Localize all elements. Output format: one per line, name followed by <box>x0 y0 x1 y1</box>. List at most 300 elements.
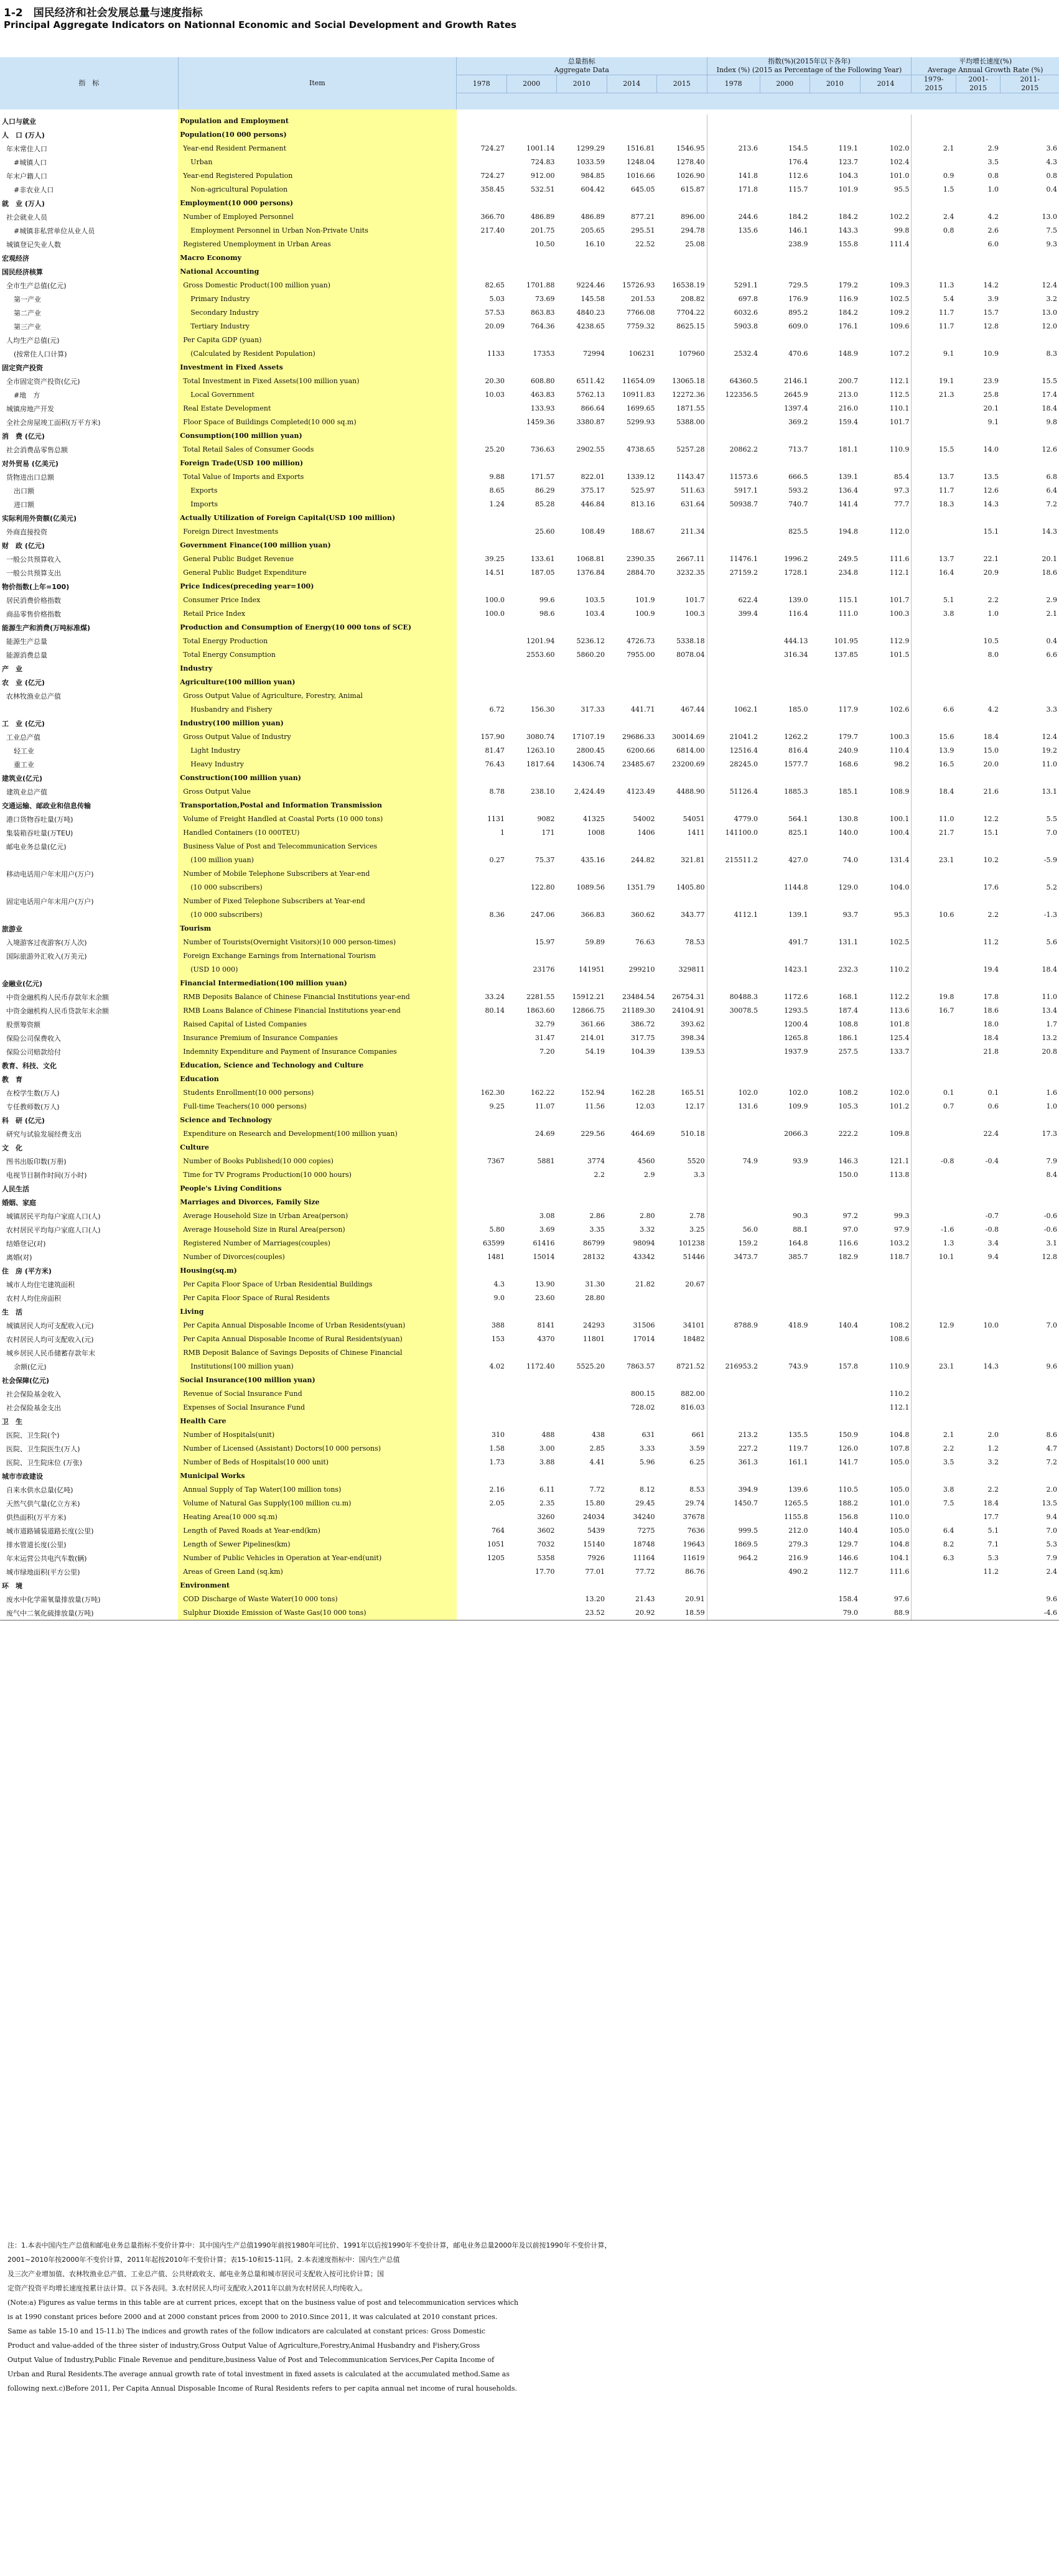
value-cell: 156.8 <box>810 1510 861 1524</box>
value-cell <box>657 251 707 265</box>
indicator-zh: 第一产业 <box>0 292 178 306</box>
value-cell: 6.25 <box>657 1456 707 1469</box>
value-cell <box>956 799 1001 812</box>
table-row <box>0 429 1059 443</box>
value-cell: 11.0 <box>1001 758 1059 771</box>
value-cell: 13.90 <box>506 1278 557 1291</box>
value-cell: 435.16 <box>557 853 607 867</box>
value-cell: 10.0 <box>956 1319 1001 1332</box>
item-en: Number of Mobile Telephone Subscribers at Year-end <box>178 867 456 881</box>
value-cell: 13.7 <box>912 552 956 566</box>
value-cell <box>506 1059 557 1072</box>
value-cell <box>810 1196 861 1209</box>
header-rate-zh: 平均增长速度(%) <box>959 57 1012 65</box>
value-cell: 5.6 <box>1001 936 1059 949</box>
value-cell: 86.29 <box>506 484 557 498</box>
value-cell <box>912 457 956 470</box>
value-cell: 61416 <box>506 1237 557 1250</box>
value-cell: 3.8 <box>912 1483 956 1497</box>
value-cell: 216.9 <box>760 1551 810 1565</box>
value-cell <box>457 525 507 539</box>
header-spacer <box>457 93 1059 109</box>
value-cell <box>607 1305 657 1319</box>
value-cell <box>707 197 760 210</box>
value-cell: 141.8 <box>707 169 760 183</box>
item-en: Annual Supply of Tap Water(100 million tons) <box>178 1483 456 1497</box>
value-cell <box>860 511 912 525</box>
value-cell <box>912 1593 956 1606</box>
value-cell <box>607 197 657 210</box>
indicator-zh: 国际旅游外汇收入(万美元) <box>0 949 178 963</box>
value-cell: 93.9 <box>760 1155 810 1168</box>
value-cell <box>956 114 1001 128</box>
value-cell: 5762.13 <box>557 388 607 402</box>
value-cell: 4488.90 <box>657 785 707 799</box>
value-cell <box>707 1305 760 1319</box>
value-cell: 393.62 <box>657 1018 707 1031</box>
indicator-zh: 能源生产和消费(万吨标准煤) <box>0 621 178 635</box>
value-cell <box>457 333 507 347</box>
value-cell <box>1001 922 1059 936</box>
value-cell <box>557 840 607 853</box>
value-cell <box>506 840 557 853</box>
value-cell <box>810 771 861 785</box>
value-cell <box>1001 840 1059 853</box>
value-cell <box>707 717 760 730</box>
value-cell: 0.8 <box>912 224 956 238</box>
value-cell: 1701.88 <box>506 279 557 292</box>
value-cell: 104.39 <box>607 1045 657 1059</box>
value-cell <box>657 676 707 689</box>
value-cell <box>657 1141 707 1155</box>
value-cell: 28132 <box>557 1250 607 1264</box>
table-row <box>0 730 1059 744</box>
value-cell <box>707 511 760 525</box>
value-cell: 386.72 <box>607 1018 657 1031</box>
value-cell: 2.78 <box>657 1209 707 1223</box>
table-row <box>0 210 1059 224</box>
value-cell <box>860 621 912 635</box>
item-en: Number of Books Published(10 000 copies) <box>178 1155 456 1168</box>
value-cell <box>760 265 810 279</box>
table-row <box>0 949 1059 963</box>
value-cell <box>557 1579 607 1593</box>
table-row <box>0 717 1059 730</box>
value-cell <box>760 895 810 908</box>
table-row <box>0 484 1059 498</box>
value-cell: 109.8 <box>860 1127 912 1141</box>
header-aggregate-zh: 总量指标 <box>567 57 595 65</box>
value-cell: 216953.2 <box>707 1360 760 1374</box>
table-row <box>0 867 1059 881</box>
value-cell: 8141 <box>506 1319 557 1332</box>
value-cell <box>912 867 956 881</box>
value-cell <box>707 1510 760 1524</box>
value-cell <box>810 1415 861 1428</box>
value-cell: 133.61 <box>506 552 557 566</box>
item-en: Expenditure on Research and Development(100 million yuan) <box>178 1127 456 1141</box>
value-cell: 102.0 <box>707 1086 760 1100</box>
value-cell: 1.58 <box>457 1442 507 1456</box>
value-cell: 85.28 <box>506 498 557 511</box>
value-cell <box>457 1387 507 1401</box>
value-cell: 1131 <box>457 812 507 826</box>
value-cell: 110.9 <box>860 443 912 457</box>
value-cell: 32.79 <box>506 1018 557 1031</box>
value-cell <box>657 1469 707 1483</box>
value-cell: 1172.40 <box>506 1360 557 1374</box>
item-en: RMB Deposits Balance of Chinese Financial Institutions year-end <box>178 990 456 1004</box>
value-cell: 229.56 <box>557 1127 607 1141</box>
header-aggregate <box>457 57 707 75</box>
table-row <box>0 1072 1059 1086</box>
value-cell: 100.0 <box>457 593 507 607</box>
value-cell: 77.72 <box>607 1565 657 1579</box>
value-cell: 182.9 <box>810 1250 861 1264</box>
indicator-zh: 建筑业总产值 <box>0 785 178 799</box>
item-en: Average Household Size in Urban Area(person) <box>178 1209 456 1223</box>
value-cell <box>860 977 912 990</box>
value-cell <box>860 949 912 963</box>
item-en: Volume of Freight Handled at Coastal Ports (10 000 tons) <box>178 812 456 826</box>
value-cell: 6.0 <box>956 238 1001 251</box>
value-cell: 11476.1 <box>707 552 760 566</box>
value-cell <box>707 621 760 635</box>
item-en: Tourism <box>178 922 456 936</box>
value-cell <box>1001 511 1059 525</box>
value-cell <box>457 977 507 990</box>
value-cell: 17107.19 <box>557 730 607 744</box>
indicator-zh: 重工业 <box>0 758 178 771</box>
value-cell <box>457 662 507 676</box>
value-cell <box>457 1168 507 1182</box>
value-cell <box>760 949 810 963</box>
value-cell <box>810 689 861 703</box>
value-cell: 0.1 <box>956 1086 1001 1100</box>
value-cell: 154.5 <box>760 142 810 156</box>
value-cell: 470.6 <box>760 347 810 361</box>
value-cell <box>506 799 557 812</box>
item-en: Business Value of Post and Telecommunication Services <box>178 840 456 853</box>
value-cell <box>506 333 557 347</box>
table-row <box>0 1114 1059 1127</box>
value-cell: 764 <box>457 1524 507 1538</box>
value-cell: 9.0 <box>457 1291 507 1305</box>
value-cell: 15.7 <box>956 306 1001 320</box>
value-cell: 5.1 <box>956 1524 1001 1538</box>
value-cell <box>707 1606 760 1620</box>
value-cell <box>860 1278 912 1291</box>
value-cell: 11.3 <box>912 279 956 292</box>
indicator-zh: 轻工业 <box>0 744 178 758</box>
value-cell: 0.1 <box>912 1086 956 1100</box>
value-cell <box>1001 1182 1059 1196</box>
indicator-zh: 城镇房地产开发 <box>0 402 178 416</box>
item-en: Total Retail Sales of Consumer Goods <box>178 443 456 457</box>
value-cell <box>810 867 861 881</box>
value-cell <box>657 197 707 210</box>
value-cell: 7032 <box>506 1538 557 1551</box>
value-cell: 126.0 <box>810 1442 861 1456</box>
value-cell: 1133 <box>457 347 507 361</box>
value-cell <box>760 1264 810 1278</box>
indicator-zh: 人均生产总值(元) <box>0 333 178 347</box>
table-row <box>0 1223 1059 1237</box>
value-cell <box>912 963 956 977</box>
value-cell <box>912 1278 956 1291</box>
table-row <box>0 1018 1059 1031</box>
indicator-zh: 中资金融机构人民币存款年末余额 <box>0 990 178 1004</box>
value-cell <box>657 539 707 552</box>
value-cell: 10911.83 <box>607 388 657 402</box>
value-cell: 486.89 <box>557 210 607 224</box>
value-cell: 139.53 <box>657 1045 707 1059</box>
value-cell <box>607 1182 657 1196</box>
item-en: Per Capita Annual Disposable Income of Urban Residents(yuan) <box>178 1319 456 1332</box>
value-cell <box>860 1182 912 1196</box>
value-cell: 222.2 <box>810 1127 861 1141</box>
value-cell: 488 <box>506 1428 557 1442</box>
value-cell <box>506 1141 557 1155</box>
value-cell: 102.0 <box>860 1086 912 1100</box>
indicator-zh: 入境游客过夜游客(万人次) <box>0 936 178 949</box>
table-row <box>0 607 1059 621</box>
value-cell: 1411 <box>657 826 707 840</box>
header-rate-en: Average Annual Growth Rate (%) <box>927 65 1043 74</box>
note-line: Product and value-added of the three sister of industry,Gross Output Value of Agriculture,Forestry,Animal Husbandry and Fishery,Gross <box>7 2341 480 2350</box>
value-cell: 59.89 <box>557 936 607 949</box>
value-cell <box>810 662 861 676</box>
indicator-zh <box>0 881 178 895</box>
item-en: Environment <box>178 1579 456 1593</box>
value-cell <box>810 1141 861 1155</box>
value-cell <box>657 771 707 785</box>
value-cell: 108.6 <box>860 1332 912 1346</box>
value-cell <box>707 1196 760 1209</box>
value-cell <box>760 429 810 443</box>
value-cell: 14.2 <box>956 279 1001 292</box>
value-cell: 23.9 <box>956 374 1001 388</box>
value-cell: 100.3 <box>860 730 912 744</box>
value-cell: 107.8 <box>860 1442 912 1456</box>
value-cell: 77.7 <box>860 498 912 511</box>
value-cell: 80.14 <box>457 1004 507 1018</box>
value-cell: 244.6 <box>707 210 760 224</box>
item-en: Construction(100 million yuan) <box>178 771 456 785</box>
value-cell <box>912 621 956 635</box>
value-cell <box>707 922 760 936</box>
value-cell: 16.4 <box>912 566 956 580</box>
value-cell: 165.51 <box>657 1086 707 1100</box>
value-cell <box>707 402 760 416</box>
value-cell: 3.5 <box>912 1456 956 1469</box>
value-cell <box>860 251 912 265</box>
value-cell: 133.93 <box>506 402 557 416</box>
item-en: Indemnity Expenditure and Payment of Insurance Companies <box>178 1045 456 1059</box>
value-cell: 825.1 <box>760 826 810 840</box>
item-en: General Public Budget Expenditure <box>178 566 456 580</box>
value-cell: 101238 <box>657 1237 707 1250</box>
value-cell <box>912 895 956 908</box>
value-cell <box>760 1374 810 1387</box>
value-cell: 3.8 <box>912 607 956 621</box>
value-cell <box>607 1579 657 1593</box>
value-cell <box>860 922 912 936</box>
indicator-zh: 人 口 (万人) <box>0 128 178 142</box>
value-cell <box>760 1332 810 1346</box>
value-cell: 112.6 <box>760 169 810 183</box>
value-cell <box>607 457 657 470</box>
value-cell: 11.07 <box>506 1100 557 1114</box>
value-cell: 366.83 <box>557 908 607 922</box>
value-cell <box>657 1579 707 1593</box>
value-cell: 9.6 <box>1001 1593 1059 1606</box>
value-cell: 115.1 <box>810 593 861 607</box>
table-row <box>0 635 1059 648</box>
value-cell <box>457 1264 507 1278</box>
indicator-zh: 第三产业 <box>0 320 178 333</box>
value-cell: 7.2 <box>1001 1456 1059 1469</box>
value-cell <box>457 635 507 648</box>
value-cell <box>457 1401 507 1415</box>
value-cell <box>912 251 956 265</box>
item-en: Secondary Industry <box>178 306 456 320</box>
value-cell: 18748 <box>607 1538 657 1551</box>
value-cell: 6814.00 <box>657 744 707 758</box>
value-cell <box>607 251 657 265</box>
value-cell: 6200.66 <box>607 744 657 758</box>
value-cell <box>810 1291 861 1305</box>
value-cell <box>506 580 557 593</box>
value-cell <box>557 922 607 936</box>
table-row <box>0 498 1059 511</box>
value-cell: 99.6 <box>506 593 557 607</box>
value-cell <box>657 662 707 676</box>
value-cell: 8078.04 <box>657 648 707 662</box>
value-cell <box>810 717 861 730</box>
item-en: Price Indices(preceding year=100) <box>178 580 456 593</box>
value-cell: 20.92 <box>607 1606 657 1620</box>
value-cell: 23.1 <box>912 853 956 867</box>
note-line: Same as table 15-10 and 15-11.b) The indices and growth rates of the follow indicators are calculated at constant prices: Gross Domestic <box>7 2327 486 2335</box>
table-row <box>0 908 1059 922</box>
value-cell <box>607 1072 657 1086</box>
value-cell: 3.88 <box>506 1456 557 1469</box>
value-cell <box>557 128 607 142</box>
value-cell: 1351.79 <box>607 881 657 895</box>
value-cell: 3260 <box>506 1510 557 1524</box>
indicator-zh: (按常住人口计算) <box>0 347 178 361</box>
value-cell <box>607 333 657 347</box>
value-cell <box>912 361 956 374</box>
value-cell: 525.97 <box>607 484 657 498</box>
value-cell <box>810 895 861 908</box>
value-cell <box>760 1114 810 1127</box>
item-en: Total Value of Imports and Exports <box>178 470 456 484</box>
value-cell: 213.0 <box>810 388 861 402</box>
value-cell: 7.2 <box>1001 498 1059 511</box>
table-row <box>0 1237 1059 1250</box>
value-cell: 18.3 <box>912 498 956 511</box>
value-cell: 446.84 <box>557 498 607 511</box>
table-row <box>0 1127 1059 1141</box>
value-cell: 464.69 <box>607 1127 657 1141</box>
value-cell <box>912 1168 956 1182</box>
value-cell <box>760 676 810 689</box>
value-cell: 1423.1 <box>760 963 810 977</box>
value-cell <box>707 1415 760 1428</box>
table-row <box>0 1579 1059 1593</box>
value-cell <box>956 840 1001 853</box>
value-cell: 1089.56 <box>557 881 607 895</box>
value-cell: 18.4 <box>912 785 956 799</box>
value-cell: 609.0 <box>760 320 810 333</box>
value-cell <box>457 265 507 279</box>
value-cell: 23.60 <box>506 1291 557 1305</box>
value-cell <box>607 1059 657 1072</box>
value-cell: 136.4 <box>810 484 861 498</box>
value-cell <box>1001 867 1059 881</box>
table-row <box>0 183 1059 197</box>
table-row <box>0 470 1059 484</box>
value-cell <box>657 621 707 635</box>
table-row <box>0 361 1059 374</box>
value-cell: 14.3 <box>1001 525 1059 539</box>
value-cell <box>557 1264 607 1278</box>
table-row <box>0 128 1059 142</box>
indicator-zh: 农村居民人均可支配收入(元) <box>0 1332 178 1346</box>
value-cell <box>956 1291 1001 1305</box>
value-cell <box>657 867 707 881</box>
value-cell: 1.5 <box>912 183 956 197</box>
value-cell: 99.3 <box>860 1209 912 1223</box>
value-cell: 97.3 <box>860 484 912 498</box>
value-cell: 3.3 <box>1001 703 1059 717</box>
value-cell: 201.75 <box>506 224 557 238</box>
value-cell: 119.1 <box>810 142 861 156</box>
item-en: Volume of Natural Gas Supply(100 million cu.m) <box>178 1497 456 1510</box>
item-en: Gross Output Value <box>178 785 456 799</box>
item-en: Marriages and Divorces, Family Size <box>178 1196 456 1209</box>
table-row <box>0 1182 1059 1196</box>
indicator-zh: 教育、科技、文化 <box>0 1059 178 1072</box>
value-cell <box>557 580 607 593</box>
value-cell: 813.16 <box>607 498 657 511</box>
value-cell <box>506 1196 557 1209</box>
value-cell <box>506 1593 557 1606</box>
value-cell <box>506 457 557 470</box>
value-cell <box>457 1059 507 1072</box>
value-cell: 24104.91 <box>657 1004 707 1018</box>
value-cell: 13.0 <box>1001 210 1059 224</box>
value-cell <box>956 1114 1001 1127</box>
value-cell: 510.18 <box>657 1127 707 1141</box>
value-cell: 26754.31 <box>657 990 707 1004</box>
year-header: 1978 <box>457 75 507 93</box>
value-cell: 15.5 <box>912 443 956 457</box>
value-cell: 661 <box>657 1428 707 1442</box>
item-en: People's Living Conditions <box>178 1182 456 1196</box>
value-cell <box>557 511 607 525</box>
value-cell <box>760 1593 810 1606</box>
value-cell: 4.02 <box>457 1360 507 1374</box>
value-cell <box>506 1346 557 1360</box>
table-row <box>0 114 1059 128</box>
value-cell: 0.8 <box>1001 169 1059 183</box>
value-cell: 12.03 <box>607 1100 657 1114</box>
value-cell <box>557 1469 607 1483</box>
value-cell <box>760 1346 810 1360</box>
